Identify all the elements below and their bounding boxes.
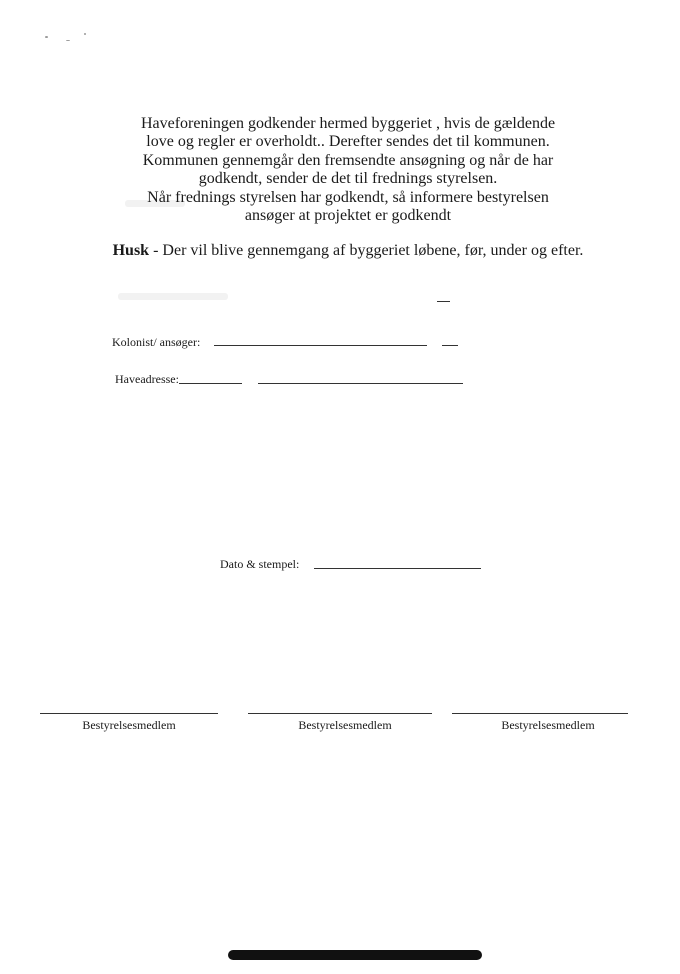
colonist-signature-line[interactable]	[214, 345, 427, 346]
scan-speck	[45, 36, 48, 38]
board-signature-line-3[interactable]	[452, 713, 628, 714]
home-indicator[interactable]	[228, 950, 482, 960]
board-member-label-1: Bestyrelsesmedlem	[82, 718, 176, 732]
bleed-through-mark	[118, 293, 228, 300]
intro-line: godkendt, sender de det til frednings styrelsen.	[198, 170, 498, 188]
colonist-signature-line-extra	[442, 345, 458, 346]
stray-dash	[437, 301, 450, 302]
board-member-label-3: Bestyrelsesmedlem	[501, 718, 595, 732]
board-signature-line-1[interactable]	[40, 713, 218, 714]
address-line-long[interactable]	[258, 383, 463, 384]
address-label: Haveadresse:	[115, 372, 179, 386]
date-stamp-line[interactable]	[314, 568, 481, 569]
intro-line: love og regler er overholdt.. Derefter sendes det til kommunen.	[146, 133, 550, 151]
intro-paragraph	[100, 115, 596, 225]
intro-line: Kommunen gennemgår den fremsendte ansøgning og når de har	[142, 151, 554, 169]
reminder-text: - Der vil blive gennemgang af byggeriet løbene, før, under og efter.	[149, 242, 584, 259]
board-member-label-2: Bestyrelsesmedlem	[298, 718, 392, 732]
colonist-label: Kolonist/ ansøger:	[112, 335, 201, 349]
intro-line: Haveforeningen godkender hermed byggeriet , hvis de gældende	[140, 115, 556, 132]
address-line-short[interactable]	[179, 383, 242, 384]
scan-speck	[84, 33, 86, 35]
reminder-keyword: Husk	[112, 242, 150, 259]
intro-line: ansøger at projektet er godkendt	[244, 207, 452, 225]
board-signature-line-2[interactable]	[248, 713, 432, 714]
intro-line: Når frednings styrelsen har godkendt, så informere bestyrelsen	[147, 188, 549, 206]
reminder-paragraph	[100, 241, 596, 260]
scan-speck	[66, 40, 70, 41]
date-stamp-label: Dato & stempel:	[220, 557, 300, 571]
